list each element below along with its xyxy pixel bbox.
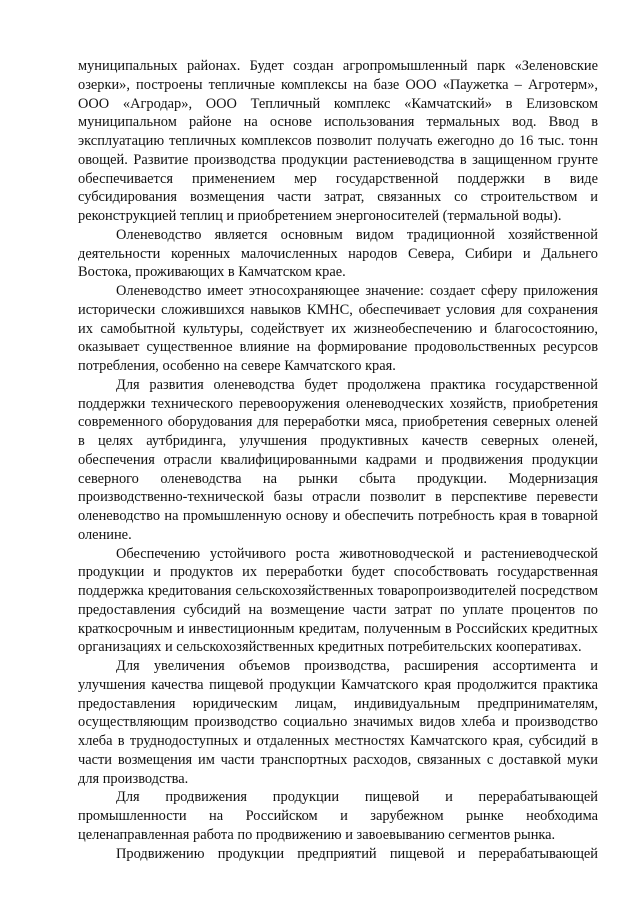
paragraph-reindeer-herding-definition: Оленеводство является основным видом традиционной хозяйственной деятельности коренных малочисленных народов Севера, Сибири и Дальнего Востока, проживающих в Камчатском крае. [78,226,598,281]
paragraph-market-promotion: Для продвижения продукции пищевой и перерабатывающей промышленности на Российском и зарубежном рынке необходима целенаправленная работа по продвижению и завоевыванию сегментов рынка. [78,789,598,843]
paragraph-credit-support: Обеспечению устойчивого роста животноводческой и растениеводческой продукции и продуктов их переработки будет способствовать государственная поддержка кредитования сельскохозяйственных товаропроизводителей посредством предоставления субсидий на возмещение части затрат по уплате процентов по краткосрочным и инвестиционным кредитам, полученным в Российских кредитных организациях и сельскохозяйственных кредитных потребительских кооперативах. [78,545,598,656]
paragraph-reindeer-herding-significance: Оленеводство имеет этносохраняющее значение: создает сферу приложения исторически сложившихся навыков КМНС, обеспечивает условия для сохранения их самобытной культуры, содействует их жизнеобеспечению и благосостоянию, оказывает существенное влияние на формирование продовольственных ресурсов потребления, особенно на севере Камчатского края. [78,283,598,374]
paragraph-greenhouse-continuation: муниципальных районах. Будет создан агропромышленный парк «Зеленовские озерки», построены тепличные комплексы на базе ООО «Паужетка – Агротерм», ООО «Агродар», ООО Тепличный комплекс «Камчатский» в Елизовском муниципальном районе на основе использования термальных вод. Ввод в эксплуатацию тепличных комплексов позволит получать ежегодно до 16 тыс. тонн овощей. Развитие производства продукции растениеводства в защищенном грунте обеспечивается применением мер государственной поддержки в виде субсидирования возмещения части затрат, связанных со строительством и реконструкцией теплиц и приобретением энергоносителей (термальной воды). [78,58,598,224]
paragraph-reindeer-herding-support: Для развития оленеводства будет продолжена практика государственной поддержки технического перевооружения оленеводческих хозяйств, приобретения современного оборудования для переработки мяса, приобретения северных оленей в целях аутбридинга, улучшения продуктивных качеств северных оленей, обеспечения отрасли квалифицированными кадрами и продвижения продукции северного оленеводства на рынки сбыта продукции. Модернизация производственно-технической базы отрасли позволит в перспективе перевести оленеводство на промышленную основу и обеспечить потребность края в товарной оленине. [78,376,598,543]
paragraph-bread-subsidies: Для увеличения объемов производства, расширения ассортимента и улучшения качества пищевой продукции Камчатского края продолжится практика предоставления юридическим лицам, индивидуальным предпринимателям, осуществляющим производство социально значимых видов хлеба и производство хлеба в труднодоступных и отдаленных местностях Камчатского края, субсидий в части возмещения им части транспортных расходов, связанных с доставкой муки для производства. [78,658,598,787]
paragraph-food-industry-promotion: Продвижению продукции предприятий пищевой и перерабатывающей [116,845,598,862]
document-page [78,57,598,863]
